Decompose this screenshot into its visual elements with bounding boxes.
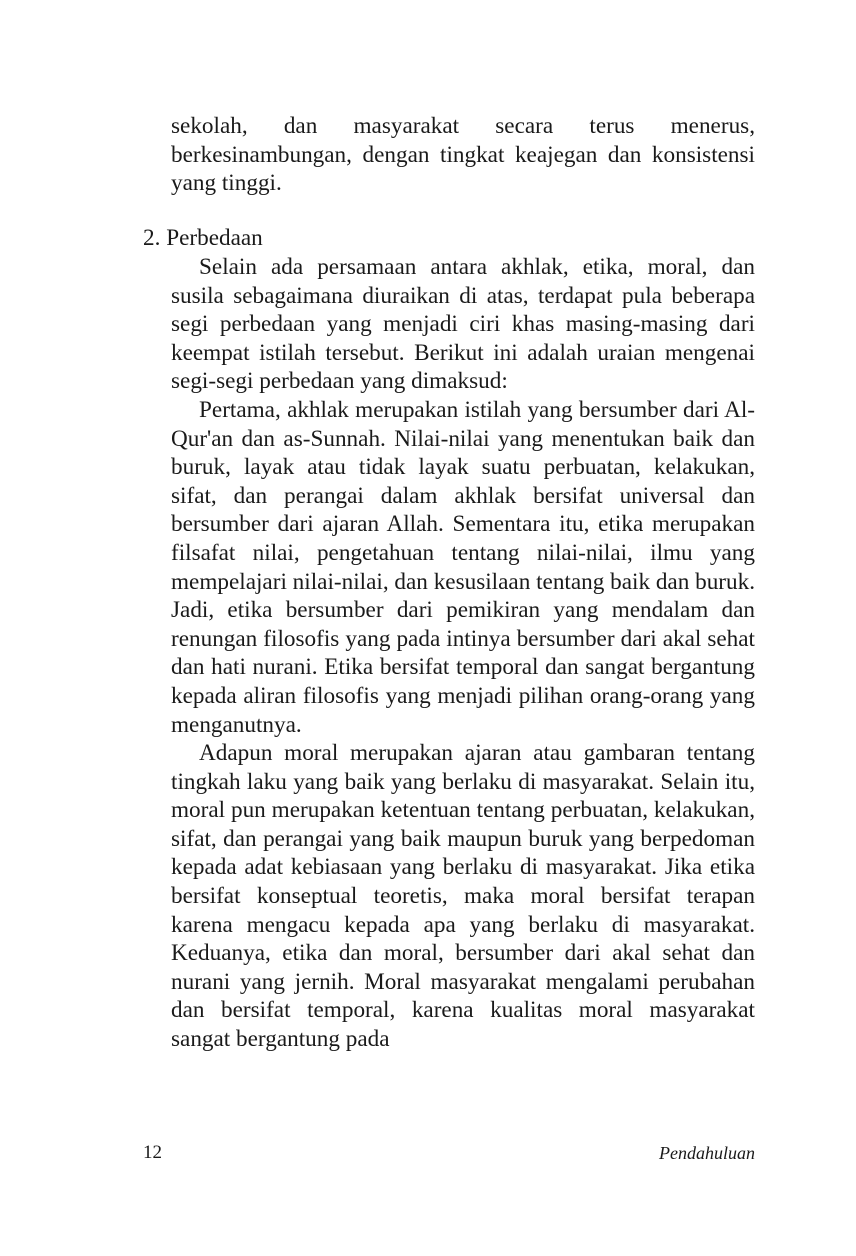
paragraph-intro: Selain ada persamaan antara akhlak, etika, moral, dan susila sebagaimana diuraikan di atas, terdapat pula beberapa segi perbedaan yang menjadi ciri khas masing-masing dari keempat istilah tersebut. Berikut ini adalah uraian mengenai segi-segi perbedaan yang dimaksud: bbox=[171, 254, 755, 395]
running-title: Pendahuluan bbox=[659, 1143, 755, 1163]
section-heading: 2. Perbedaan bbox=[143, 225, 263, 251]
paragraph-moral: Adapun moral merupakan ajaran atau gambaran tentang tingkah laku yang baik yang berlaku di masyarakat. Selain itu, moral pun merupakan ketentuan tentang perbuatan, kelakukan, sifat, dan perangai yang baik maupun buruk yang berpedoman kepada adat kebiasaan yang berlaku di masyarakat. Jika etika bersifat konseptual teoretis, maka moral bersifat terapan karena mengacu kepada apa yang berlaku di masyarakat. Keduanya, etika dan moral, bersumber dari akal sehat dan nurani yang jernih. Moral masyarakat mengalami perubahan dan bersifat temporal, karena kualitas moral masyarakat sangat bergantung pada bbox=[171, 740, 755, 1053]
section-body bbox=[171, 253, 755, 1054]
paragraph-akhlak-etika: Pertama, akhlak merupakan istilah yang bersumber dari Al-Qur'an dan as-Sunnah. Nilai-nilai yang menentukan baik dan buruk, layak atau tidak layak suatu perbuatan, kelakukan, sifat, dan perangai dalam akhlak bersifat universal dan bersumber dari ajaran Allah. Sementara itu, etika merupakan filsafat nilai, pengetahuan tentang nilai-nilai, ilmu yang mempelajari nilai-nilai, dan kesusilaan tentang baik dan buruk. Jadi, etika bersumber dari pemikiran yang mendalam dan renungan filosofis yang pada intinya bersumber dari akal sehat dan hati nurani. Etika bersifat temporal dan sangat bergantung kepada aliran filosofis yang menjadi pilihan orang-orang yang menganutnya. bbox=[171, 396, 756, 738]
continued-paragraph: sekolah, dan masyarakat secara terus menerus, berkesinambungan, dengan tingkat keajegan dan konsistensi yang tinggi. bbox=[171, 113, 755, 197]
page-number: 12 bbox=[143, 1142, 162, 1163]
